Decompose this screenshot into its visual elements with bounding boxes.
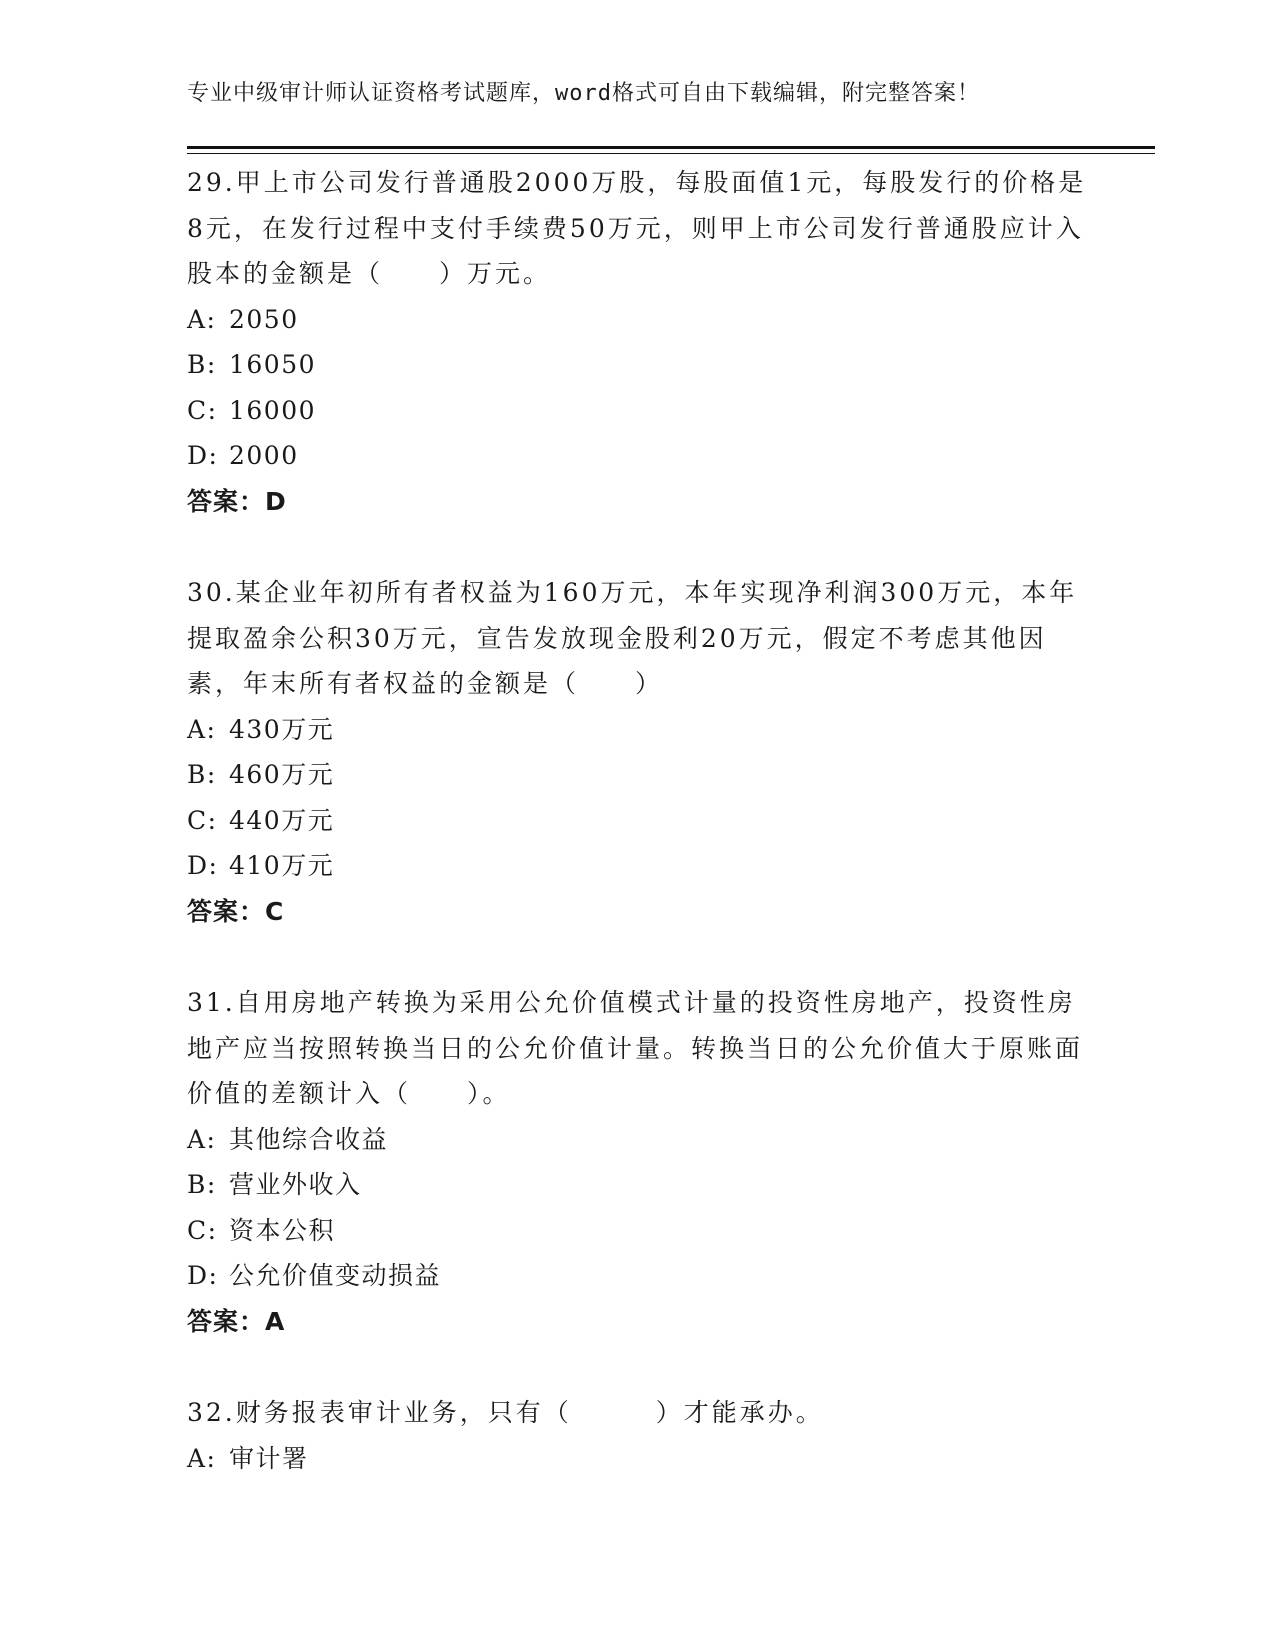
question-stem: 32.财务报表审计业务，只有（ ）才能承办。	[187, 1398, 824, 1427]
option-c	[187, 798, 1087, 844]
option-letter: B:	[187, 350, 217, 379]
question-stem: 31.自用房地产转换为采用公允价值模式计量的投资性房地产，投资性房地产应当按照转换当日的公允价值计量。转换当日的公允价值大于原账面价值的差额计入（ ）。	[187, 988, 1084, 1108]
option-a	[187, 1117, 1087, 1163]
option-text: 16000	[229, 395, 317, 425]
option-letter: C:	[187, 395, 218, 425]
question-stem: 29.甲上市公司发行普通股2000万股，每股面值1元，每股发行的价格是8元，在发行过程中支付手续费50万元，则甲上市公司发行普通股应计入股本的金额是（ ）万元。	[187, 168, 1087, 288]
option-b	[187, 752, 1087, 798]
option-text: 16050	[229, 350, 317, 379]
option-c	[187, 388, 1087, 434]
option-a	[187, 297, 1087, 343]
option-letter: A:	[187, 1124, 217, 1154]
option-text: 其他综合收益	[229, 1124, 389, 1154]
option-text: 资本公积	[229, 1215, 336, 1245]
option-a	[187, 707, 1087, 753]
option-a	[187, 1436, 1087, 1482]
answer: 答案：A	[187, 1306, 286, 1336]
option-text: 460万元	[229, 760, 335, 789]
option-letter: A:	[187, 1443, 217, 1473]
question-stem: 30.某企业年初所有者权益为160万元，本年实现净利润300万元，本年提取盈余公积30万元，宣告发放现金股利20万元，假定不考虑其他因素，年末所有者权益的金额是（ ）	[187, 578, 1078, 698]
option-b	[187, 342, 1087, 388]
question-30	[187, 570, 1087, 934]
header-rule-thin	[187, 153, 1155, 154]
option-letter: C:	[187, 1215, 218, 1245]
option-d	[187, 1253, 1087, 1299]
option-text: 营业外收入	[229, 1170, 362, 1199]
question-list	[187, 160, 1087, 1527]
option-text: 2000	[229, 441, 299, 470]
option-letter: A:	[187, 304, 217, 334]
option-d	[187, 433, 1087, 479]
page-header: 专业中级审计师认证资格考试题库，word格式可自由下载编辑，附完整答案！	[187, 81, 980, 106]
option-text: 410万元	[229, 851, 335, 880]
answer: 答案：C	[187, 896, 285, 926]
option-letter: D:	[187, 441, 219, 470]
option-text: 440万元	[229, 805, 335, 835]
header-rule-thick	[187, 146, 1155, 149]
option-d	[187, 843, 1087, 889]
option-c	[187, 1208, 1087, 1254]
option-text: 审计署	[229, 1443, 309, 1473]
option-b	[187, 1162, 1087, 1208]
question-29	[187, 160, 1087, 524]
option-letter: D:	[187, 851, 219, 880]
answer: 答案：D	[187, 486, 287, 516]
option-letter: B:	[187, 1170, 217, 1199]
option-letter: C:	[187, 805, 218, 835]
option-letter: A:	[187, 714, 217, 744]
question-32	[187, 1390, 1087, 1481]
option-text: 430万元	[229, 714, 335, 744]
question-31	[187, 980, 1087, 1344]
option-letter: B:	[187, 760, 217, 789]
option-letter: D:	[187, 1261, 219, 1290]
option-text: 公允价值变动损益	[229, 1261, 442, 1290]
option-text: 2050	[229, 304, 299, 334]
